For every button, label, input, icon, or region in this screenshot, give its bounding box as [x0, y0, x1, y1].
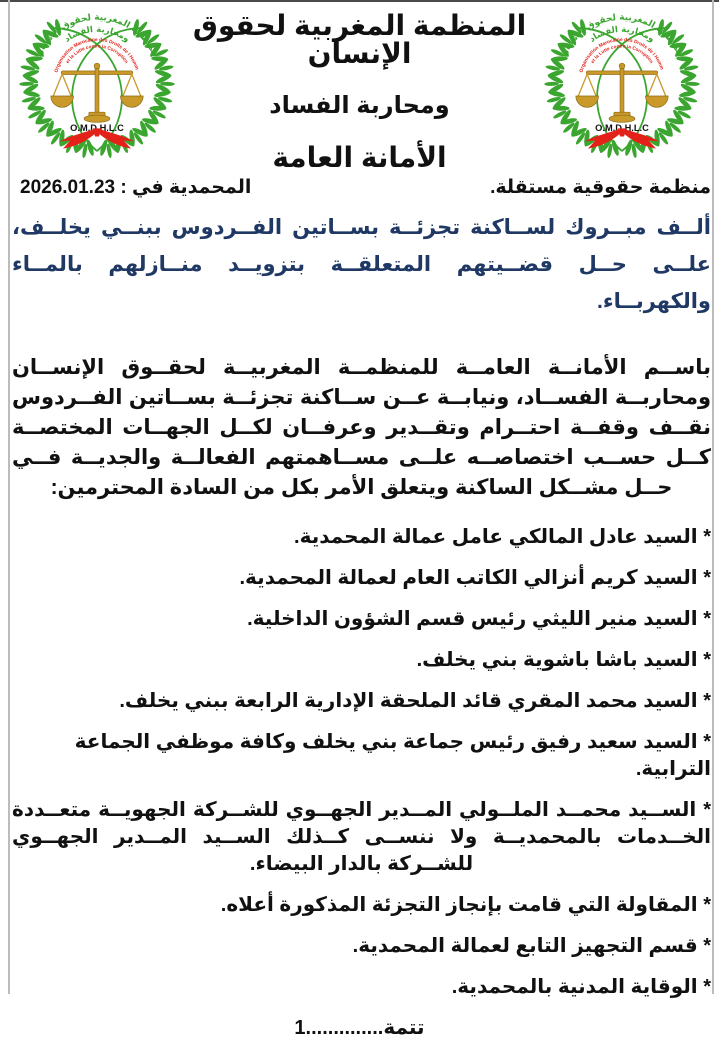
list-item: * الســيد محمــد الملــولي المــدير الجهــوي للشــركة الجهويــة متعــددة الخــدمات بالمحمديــة ولا ننســى كــذلك الســيد المــدير الجهــوي للشــركة بالدار البيضاء. [12, 799, 711, 875]
org-type-note: منظمة حقوقية مستقلة. [490, 177, 711, 198]
page-top-edge [0, 0, 719, 2]
list-item: * السيد باشا باشوية بني يخلف. [416, 649, 711, 671]
list-item: * السيد محمد المقري قائد الملحقة الإدارية الرابعة ببني يخلف. [119, 690, 711, 712]
honorees-list [0, 524, 719, 1001]
list-item: * السيد سعيد رفيق رئيس جماعة بني يخلف وكافة موظفي الجماعة الترابية. [74, 731, 711, 780]
list-item: * الوقاية المدنية بالمحمدية. [451, 976, 711, 998]
organization-logo-left [16, 0, 178, 163]
meta-line [0, 176, 719, 199]
list-item: * قسم التجهيز التابع لعمالة المحمدية. [352, 935, 711, 957]
list-item: * السيد منير الليثي رئيس قسم الشؤون الداخلية. [247, 608, 711, 630]
general-secretariat-title: الأمانة العامة [272, 142, 447, 173]
list-item: * السيد كريم أنزالي الكاتب العام لعمالة المحمدية. [239, 567, 711, 589]
congratulations-paragraph: ألــف مبــروك لســاكنة تجزئــة بســاتين الفــردوس ببنــي يخلــف، علــى حــل قضــيتهم المتعلقــة بتزويــد منــازلهم بالمــاء والكهربــاء. [12, 216, 711, 313]
continuation-marker: تتمة..............1 [294, 1017, 425, 1039]
place-and-date: المحمدية في : 2026.01.23 [20, 177, 252, 198]
letterhead [0, 0, 719, 173]
list-item: * المقاولة التي قامت بإنجاز التجزئة المذكورة أعلاه. [220, 894, 711, 916]
organization-logo-right [541, 0, 703, 163]
page-right-border [712, 0, 714, 994]
preamble-paragraph: باســم الأمانــة العامــة للمنظمــة المغربيــة لحقــوق الإنســان ومحاربــة الفســاد، ونيابــة عــن ســاكنة تجزئــة بســاتين الفــردوس نقــف وقفــة احتــرام وتقــدير وعرفــان لكــل الجهــات المختصــة كــل حســب اختصاصــه علــى مســاهمتهم الفعالــة والجديــة فــي حــل مشــكل الساكنة ويتعلق الأمر بكل من السادة المحترمين: [12, 356, 711, 499]
page-left-border [8, 0, 10, 994]
letterhead-titles [178, 0, 541, 172]
organization-name-line2: ومحاربة الفساد [269, 92, 450, 119]
organization-name: المنظمة المغربية لحقوق الإنسان [192, 10, 527, 69]
list-item: * السيد عادل المالكي عامل عمالة المحمدية. [294, 526, 711, 548]
